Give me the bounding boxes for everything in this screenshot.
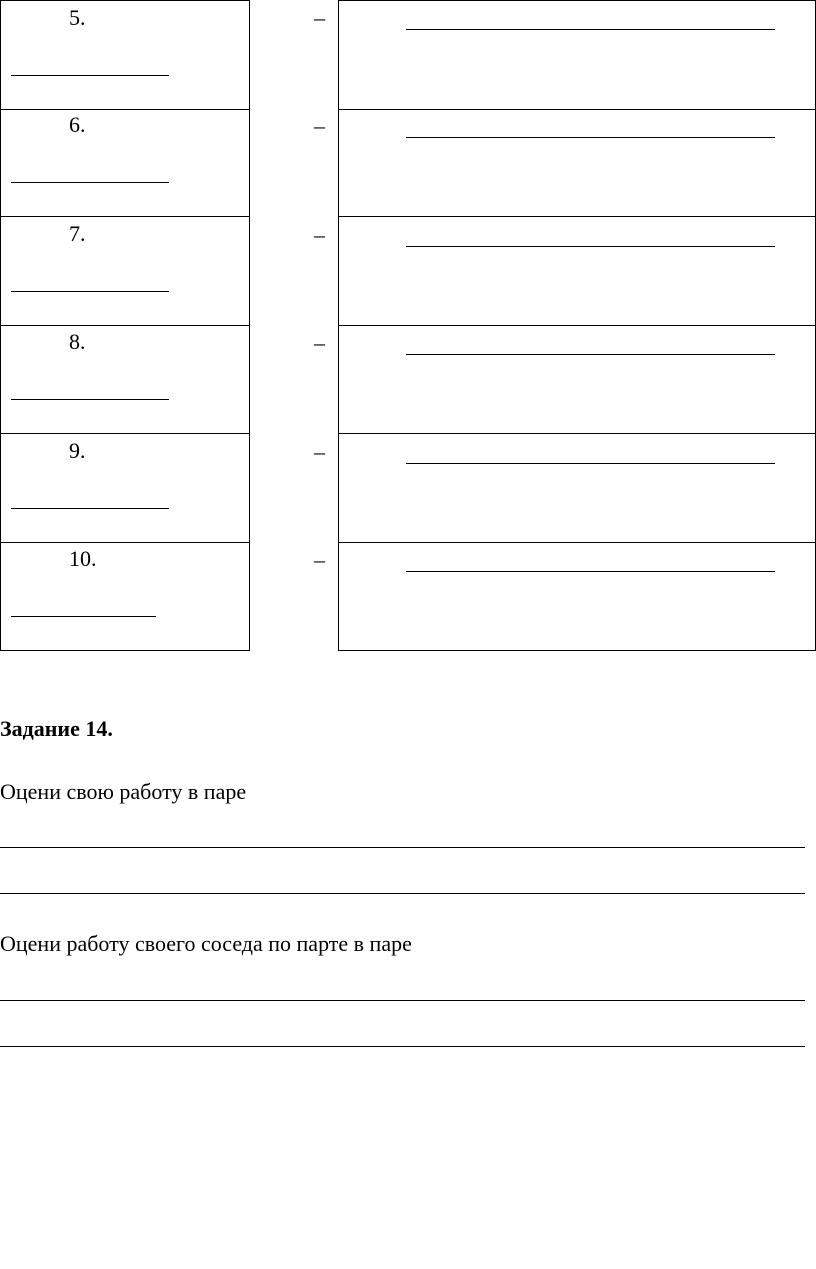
answer-line[interactable] [0, 1000, 805, 1001]
right-cell [338, 0, 816, 110]
answer-line[interactable] [0, 893, 805, 894]
answer-blank-right[interactable] [406, 463, 775, 464]
answer-blank-left[interactable] [11, 616, 156, 617]
dash-separator: – [314, 113, 325, 138]
table-row [0, 108, 816, 216]
left-cell [0, 325, 250, 434]
right-cell [338, 325, 816, 434]
answer-blank-left[interactable] [11, 75, 169, 76]
table-row [0, 217, 816, 325]
item-number: 10. [69, 546, 97, 571]
task-heading: Задание 14. [0, 716, 113, 741]
dash-separator: – [314, 439, 325, 464]
answer-blank-left[interactable] [11, 291, 169, 292]
item-number: 8. [69, 329, 86, 354]
answer-blank-right[interactable] [406, 354, 775, 355]
answer-blank-left[interactable] [11, 399, 169, 400]
left-cell [0, 217, 250, 326]
left-cell [0, 434, 250, 543]
item-number: 5. [69, 5, 86, 30]
answer-blank-right[interactable] [406, 571, 775, 572]
right-cell [338, 434, 816, 543]
item-number: 6. [69, 112, 86, 137]
answer-blank-left[interactable] [11, 508, 169, 509]
answer-blank-right[interactable] [406, 137, 775, 138]
item-number: 9. [69, 438, 86, 463]
table-row [0, 325, 816, 433]
answer-line[interactable] [0, 1046, 805, 1047]
dash-separator: – [314, 330, 325, 355]
dash-separator: – [314, 222, 325, 247]
left-cell [0, 108, 250, 217]
right-cell [338, 217, 816, 326]
right-cell [338, 542, 816, 651]
answer-line[interactable] [0, 847, 805, 848]
table-row [0, 0, 816, 108]
dash-separator: – [314, 5, 325, 30]
left-cell [0, 0, 250, 110]
answer-blank-right[interactable] [406, 29, 775, 30]
dash-separator: – [314, 547, 325, 572]
answer-blank-right[interactable] [406, 246, 775, 247]
item-number: 7. [69, 221, 86, 246]
left-cell [0, 542, 250, 651]
prompt-self-evaluation: Оцени свою работу в паре [0, 779, 247, 804]
answer-blank-left[interactable] [11, 182, 169, 183]
table-row [0, 434, 816, 542]
prompt-partner-evaluation: Оцени работу своего соседа по парте в паре [0, 931, 412, 956]
table-row [0, 542, 816, 650]
right-cell [338, 108, 816, 217]
